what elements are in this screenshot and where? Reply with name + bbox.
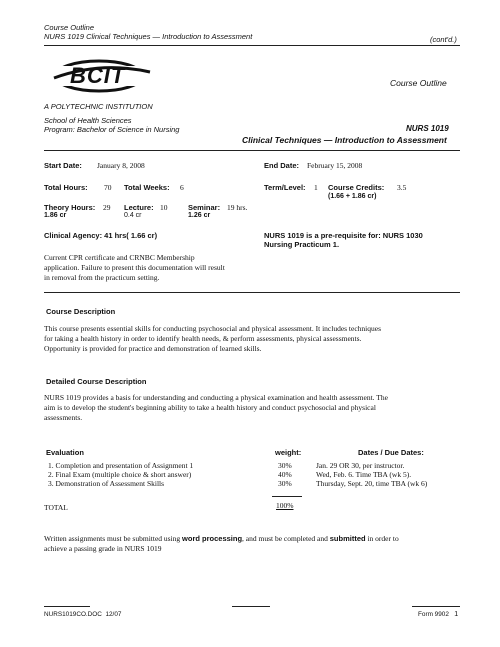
total-hours: 70 <box>104 183 112 192</box>
eval-row-weight: 30% <box>278 461 292 470</box>
header-course-line: NURS 1019 Clinical Techniques — Introduction to Assessment <box>44 32 253 41</box>
school-label: School of Health Sciences <box>44 116 132 125</box>
header-contd: (cont'd.) <box>430 35 457 44</box>
bcit-logo: BCIT <box>46 57 156 95</box>
cpr-line2: application. Failure to present this documentation will result <box>44 263 225 272</box>
footer-file: NURS1019CO.DOC 12/07 <box>44 611 122 618</box>
lecture-label: Lecture: <box>124 203 154 212</box>
lecture-credits: 0.4 cr <box>124 212 142 219</box>
eval-row-item: 3. Demonstration of Assessment Skills <box>48 479 165 488</box>
course-description-line3: Opportunity is provided for practice and demonstration of learned skills. <box>44 344 262 353</box>
institute-label: A POLYTECHNIC INSTITUTION <box>44 102 153 111</box>
credits-label: Course Credits: <box>328 183 385 192</box>
eval-row-weight: 30% <box>278 479 292 488</box>
course-description-heading: Course Description <box>46 307 116 316</box>
course-title: Clinical Techniques — Introduction to Assessment <box>242 135 447 145</box>
seminar-credits: 1.26 cr <box>188 212 211 219</box>
info-rule <box>44 292 460 293</box>
term-value: 1 <box>314 183 318 192</box>
end-date-label: End Date: <box>264 161 300 170</box>
course-code: NURS 1019 <box>406 124 449 133</box>
written-assignments-line1: Written assignments must be submitted using word processing, and must be completed and submitted in order to <box>44 534 399 543</box>
eval-col-evaluation: Evaluation <box>46 448 84 457</box>
detailed-description-line3: assessments. <box>44 413 83 422</box>
credits-detail: (1.66 + 1.86 cr) <box>328 193 377 200</box>
lecture-hours: 10 <box>160 203 168 212</box>
eval-row-date: Jan. 29 OR 30, per instructor. <box>316 461 405 470</box>
footer-form: Form 9902 1 <box>418 611 459 618</box>
eval-total-value: 100% <box>276 501 294 510</box>
eval-col-dates: Dates / Due Dates: <box>358 448 424 457</box>
detailed-description-heading: Detailed Course Description <box>46 377 147 386</box>
cpr-line3: in removal from the practicum setting. <box>44 273 160 282</box>
eval-row-item: 2. Final Exam (multiple choice & short answer) <box>48 470 192 479</box>
start-date-label: Start Date: <box>44 161 82 170</box>
eval-row-item: 1. Completion and presentation of Assignment 1 <box>48 461 194 470</box>
total-weeks: 6 <box>180 183 184 192</box>
total-rule <box>272 496 302 497</box>
theory-hours: 29 <box>103 203 111 212</box>
detailed-description-line2: aim is to develop the student's beginning ability to take a health history and conduct psychosocial and physical <box>44 403 376 412</box>
header-doc-type: Course Outline <box>44 23 95 32</box>
header-rule <box>44 45 460 46</box>
footer-rule-right <box>412 606 460 607</box>
footer-rule-mid <box>232 606 270 607</box>
eval-row-date: Wed, Feb. 6. Time TBA (wk 5). <box>316 470 412 479</box>
seminar-label: Seminar: <box>188 203 221 212</box>
course-description-line1: This course presents essential skills for conducting psychosocial and physical assessment. It includes techniques <box>44 324 382 333</box>
eval-row-date: Thursday, Sept. 20, time TBA (wk 6) <box>316 479 428 488</box>
theory-credits: 1.86 cr <box>44 212 67 219</box>
title-rule <box>44 150 460 151</box>
total-weeks-label: Total Weeks: <box>124 183 170 192</box>
end-date: February 15, 2008 <box>307 161 363 170</box>
course-description-line2: for taking a health history in order to identify health needs, & perform assessments, physical assessments. <box>44 334 362 343</box>
start-date: January 8, 2008 <box>97 161 145 170</box>
theory-label: Theory Hours: <box>44 203 96 212</box>
eval-total-label: TOTAL <box>44 503 68 512</box>
seminar-hours: 19 hrs. <box>227 203 248 212</box>
eval-row-weight: 40% <box>278 470 292 479</box>
prereq-line2: Nursing Practicum 1. <box>264 240 340 249</box>
total-hours-label: Total Hours: <box>44 183 88 192</box>
program-label: Program: Bachelor of Science in Nursing <box>44 125 180 134</box>
cpr-line1: Current CPR certificate and CRNBC Membership <box>44 253 195 262</box>
written-assignments-line2: achieve a passing grade in NURS 1019 <box>44 544 162 553</box>
course-outline-label: Course Outline <box>390 78 447 88</box>
credits-value: 3.5 <box>397 183 407 192</box>
detailed-description-line1: NURS 1019 provides a basis for understanding and conducting a physical examination and health assessment. The <box>44 393 388 402</box>
eval-col-weight: weight: <box>275 448 302 457</box>
clinical-agency: Clinical Agency: 41 hrs( 1.66 cr) <box>44 231 158 240</box>
footer-rule-left <box>44 606 90 607</box>
term-label: Term/Level: <box>264 183 306 192</box>
prereq-line1: NURS 1019 is a pre-requisite for: NURS 1030 <box>264 231 423 240</box>
